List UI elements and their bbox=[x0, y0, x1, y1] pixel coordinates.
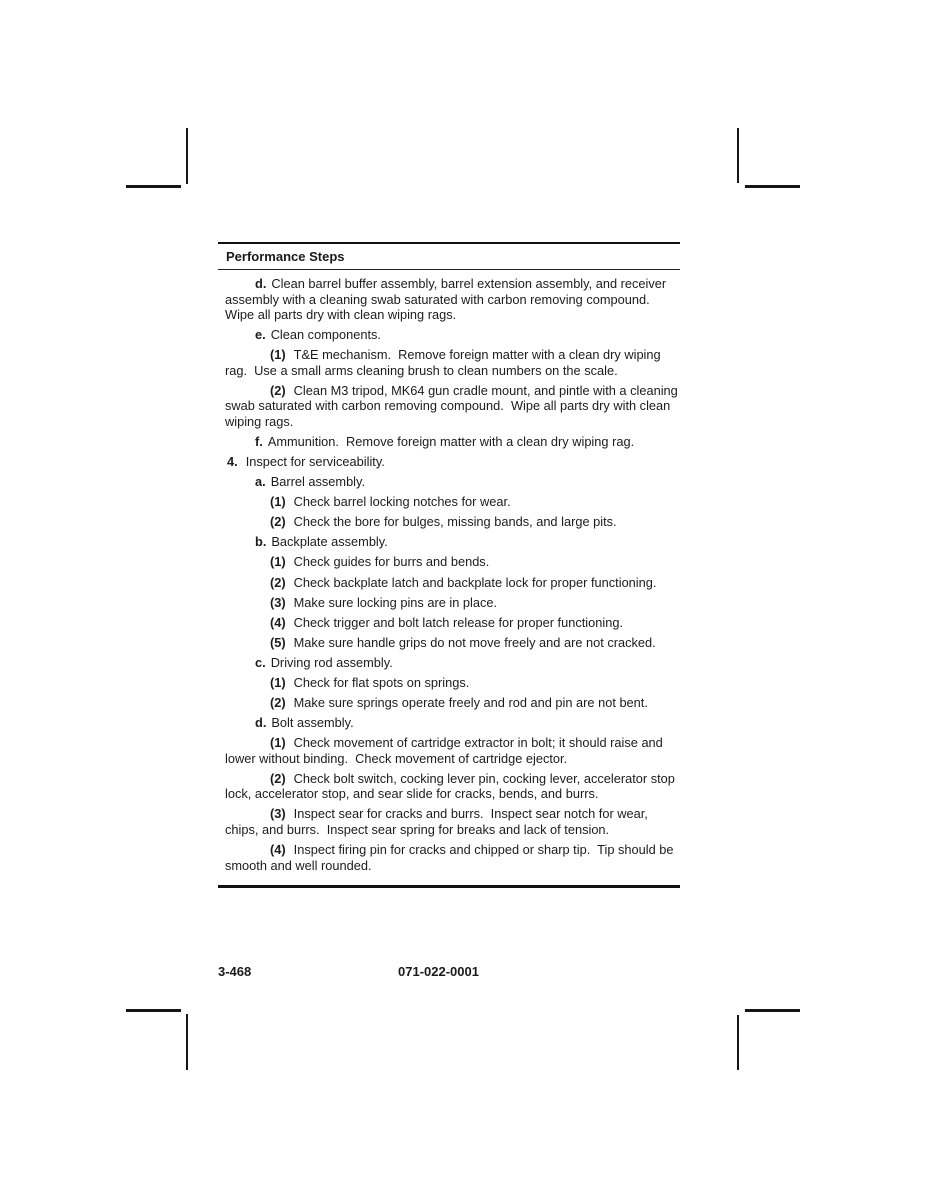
crop-mark-top-right-horizontal bbox=[745, 185, 800, 188]
step-text: Inspect firing pin for cracks and chipped or sharp tip. Tip should be smooth and well rounded. bbox=[225, 842, 678, 873]
step-text: Check backplate latch and backplate lock for proper functioning. bbox=[293, 574, 657, 590]
step-marker: b. bbox=[255, 534, 267, 550]
step-paragraph bbox=[225, 635, 678, 651]
step-paragraph bbox=[225, 434, 678, 450]
crop-mark-top-left-vertical bbox=[186, 128, 188, 184]
step-marker: (4) bbox=[270, 842, 286, 858]
step-paragraph bbox=[225, 347, 678, 378]
step-marker: e. bbox=[255, 327, 266, 343]
step-marker: (2) bbox=[270, 574, 286, 590]
step-text: Check bolt switch, cocking lever pin, cocking lever, accelerator stop lock, accelerator stop, and sear slide for cracks, bends, and burrs. bbox=[225, 770, 679, 802]
step-marker: (2) bbox=[270, 770, 286, 786]
table-header-title: Performance Steps bbox=[226, 249, 345, 264]
crop-mark-bottom-left-vertical bbox=[186, 1014, 188, 1070]
step-paragraph bbox=[225, 842, 678, 873]
step-text: Make sure handle grips do not move freely and are not cracked. bbox=[293, 634, 656, 650]
step-text: Make sure springs operate freely and rod and pin are not bent. bbox=[293, 695, 648, 711]
step-paragraph bbox=[225, 675, 678, 691]
step-paragraph bbox=[225, 514, 678, 530]
step-paragraph bbox=[225, 382, 682, 430]
step-paragraph bbox=[225, 806, 678, 837]
step-text: Check movement of cartridge extractor in bolt; it should raise and lower without binding. Check movement of cartridge ejector. bbox=[225, 735, 667, 766]
step-marker: d. bbox=[255, 715, 267, 731]
step-marker: (3) bbox=[270, 806, 286, 822]
performance-steps-table bbox=[218, 242, 680, 888]
step-marker: 4. bbox=[227, 453, 238, 469]
step-marker: (2) bbox=[270, 695, 286, 711]
crop-mark-top-left-horizontal bbox=[126, 185, 181, 188]
step-marker: a. bbox=[255, 474, 266, 490]
step-marker: (1) bbox=[270, 494, 286, 510]
step-text: Ammunition. Remove foreign matter with a clean dry wiping rag. bbox=[267, 433, 635, 449]
step-marker: (1) bbox=[270, 347, 286, 363]
step-paragraph bbox=[225, 474, 678, 490]
step-text: Check for flat spots on springs. bbox=[293, 675, 470, 690]
step-text: Clean components. bbox=[270, 327, 381, 343]
step-paragraph bbox=[225, 695, 678, 711]
task-number: 071-022-0001 bbox=[398, 964, 479, 979]
page-footer bbox=[218, 964, 680, 980]
step-paragraph bbox=[225, 327, 678, 343]
step-marker: (4) bbox=[270, 614, 286, 630]
step-marker: (5) bbox=[270, 634, 286, 650]
step-paragraph bbox=[225, 534, 678, 550]
step-text: Inspect for serviceability. bbox=[245, 453, 385, 469]
step-text: Make sure locking pins are in place. bbox=[293, 594, 498, 610]
page-number: 3-468 bbox=[218, 964, 252, 979]
step-paragraph bbox=[225, 735, 678, 766]
step-paragraph bbox=[225, 276, 678, 323]
crop-mark-bottom-right-vertical bbox=[737, 1015, 739, 1070]
step-paragraph bbox=[225, 615, 678, 631]
step-text: Check barrel locking notches for wear. bbox=[293, 494, 511, 510]
step-marker: f. bbox=[255, 433, 263, 449]
table-bottom-rule bbox=[218, 885, 680, 888]
step-text: Backplate assembly. bbox=[271, 534, 388, 550]
step-marker: c. bbox=[255, 654, 266, 670]
step-text: Check guides for burrs and bends. bbox=[293, 554, 490, 570]
step-text: Clean barrel buffer assembly, barrel extension assembly, and receiver assembly with a cleaning swab saturated with carbon removing compound. Wipe all parts dry with clean wiping rags. bbox=[225, 276, 670, 322]
step-text: Barrel assembly. bbox=[270, 474, 366, 490]
step-text: Check trigger and bolt latch release for proper functioning. bbox=[293, 614, 623, 630]
step-paragraph bbox=[225, 655, 678, 671]
step-paragraph bbox=[225, 454, 678, 470]
step-marker: (3) bbox=[270, 594, 286, 610]
performance-steps-list bbox=[218, 270, 680, 885]
crop-mark-bottom-right-horizontal bbox=[745, 1009, 800, 1012]
step-text: Driving rod assembly. bbox=[270, 654, 393, 670]
step-text: Check the bore for bulges, missing bands, and large pits. bbox=[293, 514, 617, 530]
step-text: Clean M3 tripod, MK64 gun cradle mount, and pintle with a cleaning swab saturated with carbon removing compound. Wipe all parts dry with clean wiping rags. bbox=[225, 382, 682, 429]
step-text: Bolt assembly. bbox=[271, 715, 354, 731]
step-paragraph bbox=[225, 595, 678, 611]
step-marker: (2) bbox=[270, 514, 286, 530]
step-paragraph bbox=[225, 771, 678, 802]
step-marker: (1) bbox=[270, 554, 286, 570]
step-marker: (2) bbox=[270, 382, 286, 398]
crop-mark-top-right-vertical bbox=[737, 128, 739, 183]
step-text: T&E mechanism. Remove foreign matter with a clean dry wiping rag. Use a small arms cleaning brush to clean numbers on the scale. bbox=[225, 347, 665, 378]
step-paragraph bbox=[225, 494, 678, 510]
step-text: Inspect sear for cracks and burrs. Inspect sear notch for wear, chips, and burrs. Inspect sear spring for breaks and lack of tension. bbox=[225, 806, 652, 837]
step-marker: d. bbox=[255, 276, 267, 291]
step-paragraph bbox=[225, 715, 678, 731]
step-marker: (1) bbox=[270, 735, 286, 751]
step-paragraph bbox=[225, 554, 678, 570]
step-marker: (1) bbox=[270, 675, 286, 690]
step-paragraph bbox=[225, 575, 678, 591]
crop-mark-bottom-left-horizontal bbox=[126, 1009, 181, 1012]
